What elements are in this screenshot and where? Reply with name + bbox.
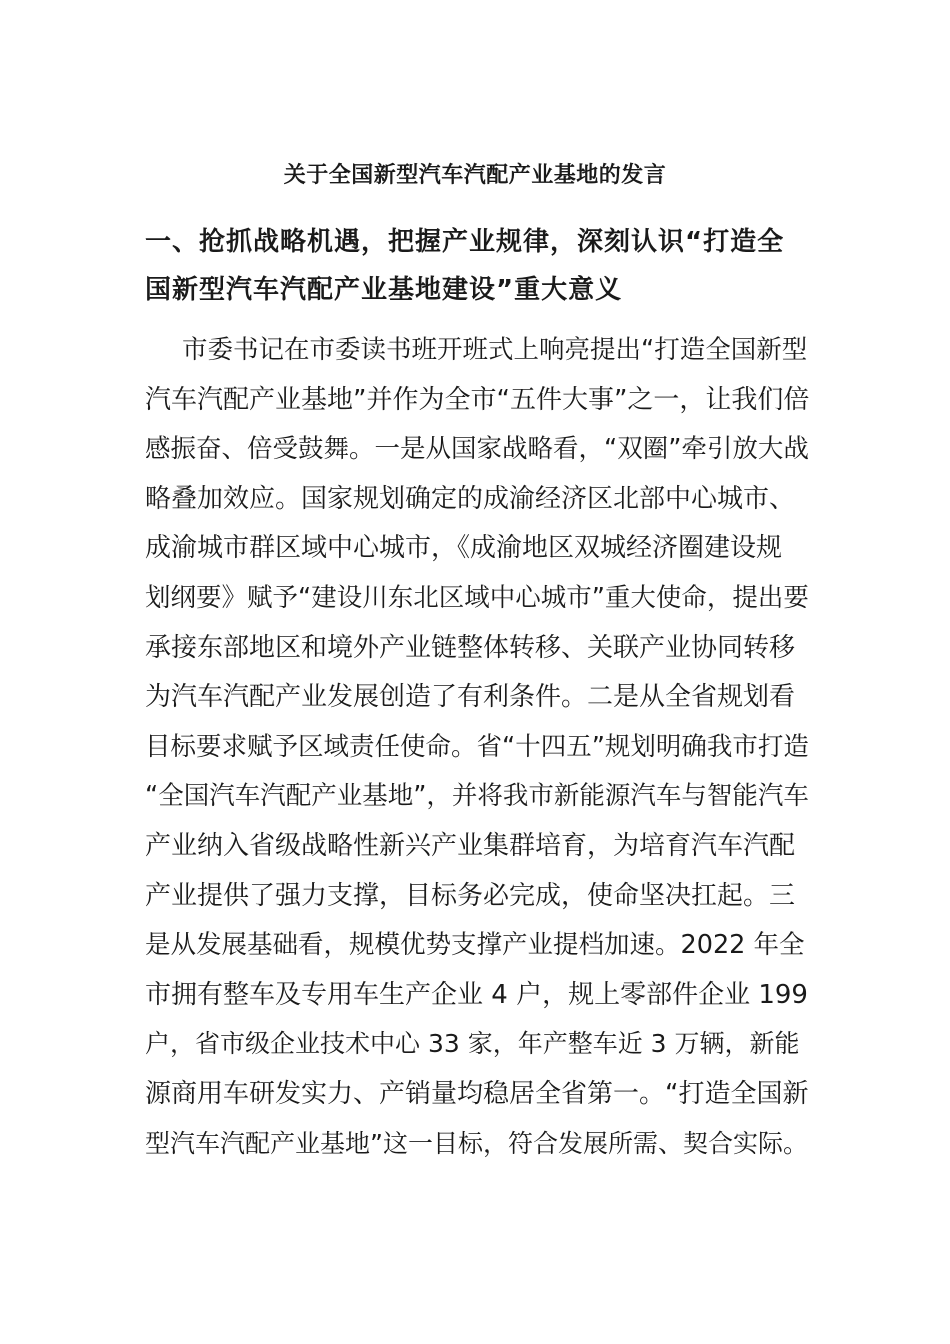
paragraph-line: 略叠加效应。国家规划确定的成渝经济区北部中心城市、 (145, 484, 796, 514)
paragraph-line: 产业纳入省级战略性新兴产业集群培育，为培育汽车汽配 (145, 831, 796, 861)
paragraph-line: 划纲要》赋予“建设川东北区域中心城市”重大使命，提出要 (145, 583, 809, 613)
paragraph-line: 目标要求赋予区域责任使命。省“十四五”规划明确我市打造 (145, 732, 809, 762)
paragraph-line: 成渝城市群区域中心城市，《成渝地区双城经济圈建设规 (145, 533, 783, 563)
paragraph-line: 户，省市级企业技术中心 33 家，年产整车近 3 万辆，新能 (145, 1029, 800, 1058)
paragraph-line: 承接东部地区和境外产业链整体转移、关联产业协同转移 (145, 633, 796, 663)
paragraph-line: 汽车汽配产业基地”并作为全市“五件大事”之一，让我们倍 (145, 385, 810, 415)
paragraph-line: 感振奋、倍受鼓舞。一是从国家战略看，“双圈”牵引放大战 (145, 434, 809, 464)
section-heading: 一、抢抓战略机遇，把握产业规律，深刻认识“打造全国新型汽车汽配产业基地建设”重大意义 (145, 227, 785, 305)
paragraph-line: “全国汽车汽配产业基地”，并将我市新能源汽车与智能汽车 (145, 781, 809, 811)
paragraph-line: 是从发展基础看，规模优势支撑产业提档加速。2022 年全 (145, 930, 805, 960)
paragraph-line: 市拥有整车及专用车生产企业 4 户，规上零部件企业 199 (145, 980, 808, 1010)
paragraph-line: 型汽车汽配产业基地”这一目标，符合发展所需、契合实际。 (145, 1129, 808, 1158)
paragraph-line: 市委书记在市委读书班开班式上响亮提出“打造全国新型 (182, 335, 808, 365)
paragraph-line: 为汽车汽配产业发展创造了有利条件。二是从全省规划看 (145, 682, 796, 712)
paragraph-line: 源商用车研发实力、产销量均稳居全省第一。“打造全国新 (145, 1079, 809, 1109)
document-title: 关于全国新型汽车汽配产业基地的发言 (283, 163, 667, 188)
paragraph-line: 产业提供了强力支撑，目标务必完成，使命坚决扛起。三 (145, 881, 796, 911)
